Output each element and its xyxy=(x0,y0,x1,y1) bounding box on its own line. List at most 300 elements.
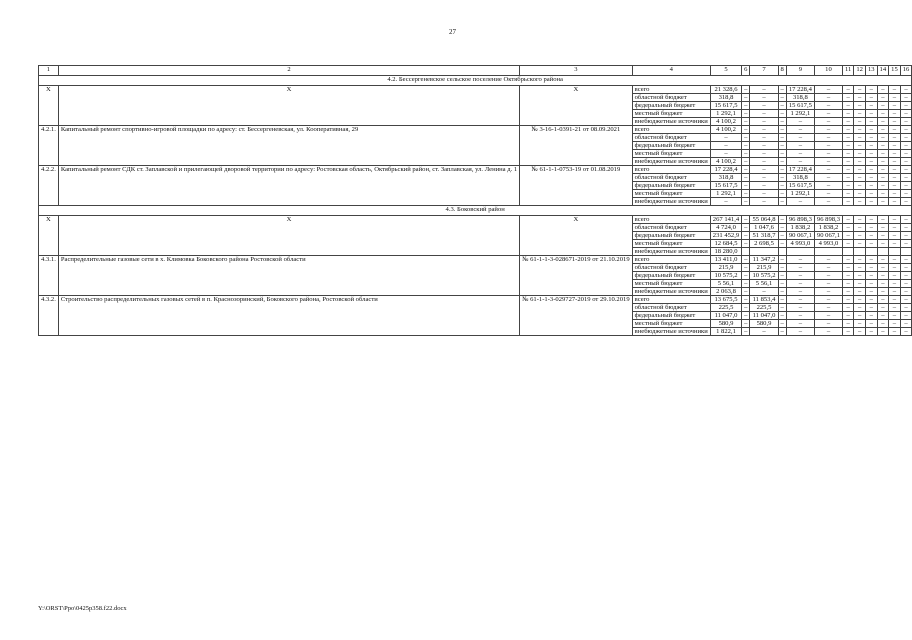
value-cell: – xyxy=(865,102,877,110)
funding-source: федеральный бюджет xyxy=(632,312,710,320)
funding-source: федеральный бюджет xyxy=(632,102,710,110)
value-cell: – xyxy=(854,328,866,336)
value-cell: – xyxy=(843,312,854,320)
value-cell: 318,8 xyxy=(786,174,814,182)
header-cell: 8 xyxy=(778,66,786,76)
value-cell: – xyxy=(877,102,889,110)
value-cell: 267 141,4 xyxy=(710,216,741,224)
section-title-row xyxy=(39,206,912,216)
funding-source: федеральный бюджет xyxy=(632,182,710,190)
value-cell: – xyxy=(877,126,889,134)
funding-source: местный бюджет xyxy=(632,280,710,288)
value-cell: – xyxy=(750,158,778,166)
header-cell: 15 xyxy=(889,66,901,76)
value-cell: – xyxy=(865,166,877,174)
value-cell: – xyxy=(877,150,889,158)
value-cell: – xyxy=(889,86,901,94)
value-cell xyxy=(889,248,901,256)
value-cell: – xyxy=(742,142,750,150)
value-cell: – xyxy=(900,328,912,336)
value-cell: – xyxy=(889,216,901,224)
value-cell: – xyxy=(877,304,889,312)
value-cell: – xyxy=(750,150,778,158)
value-cell: 318,8 xyxy=(710,94,741,102)
value-cell: – xyxy=(814,102,842,110)
value-cell: 1 822,1 xyxy=(710,328,741,336)
value-cell: 580,9 xyxy=(710,320,741,328)
value-cell: – xyxy=(742,198,750,206)
item-description: Х xyxy=(58,216,519,256)
value-cell xyxy=(877,248,889,256)
value-cell: 4 100,2 xyxy=(710,118,741,126)
value-cell: – xyxy=(854,118,866,126)
item-document: № 61-1-1-3-029727-2019 от 29.10.2019 xyxy=(520,296,632,336)
value-cell: – xyxy=(742,256,750,264)
value-cell: – xyxy=(750,134,778,142)
value-cell: – xyxy=(889,142,901,150)
value-cell: 225,5 xyxy=(750,304,778,312)
value-cell: – xyxy=(889,182,901,190)
value-cell: 11 853,4 xyxy=(750,296,778,304)
funding-source: внебюджетные источники xyxy=(632,158,710,166)
value-cell xyxy=(814,248,842,256)
value-cell: 2 698,5 xyxy=(750,240,778,248)
item-number: 4.3.2. xyxy=(39,296,59,336)
funding-source: федеральный бюджет xyxy=(632,232,710,240)
value-cell: – xyxy=(786,272,814,280)
value-cell: 21 328,6 xyxy=(710,86,741,94)
section-title: 4.2. Бессергеневское сельское поселение Октябрьского района xyxy=(39,76,912,86)
funding-source: всего xyxy=(632,86,710,94)
value-cell: – xyxy=(843,304,854,312)
value-cell: – xyxy=(865,224,877,232)
value-cell: – xyxy=(854,320,866,328)
value-cell: – xyxy=(900,256,912,264)
value-cell: – xyxy=(843,142,854,150)
value-cell: 90 067,1 xyxy=(786,232,814,240)
value-cell: – xyxy=(877,256,889,264)
value-cell: – xyxy=(900,240,912,248)
value-cell: – xyxy=(877,312,889,320)
value-cell: – xyxy=(814,166,842,174)
value-cell: – xyxy=(889,126,901,134)
value-cell: 1 047,6 xyxy=(750,224,778,232)
header-cell: 13 xyxy=(865,66,877,76)
value-cell xyxy=(843,248,854,256)
value-cell: – xyxy=(865,158,877,166)
funding-source: внебюджетные источники xyxy=(632,118,710,126)
value-cell: – xyxy=(889,134,901,142)
value-cell: – xyxy=(750,118,778,126)
value-cell: 1 292,1 xyxy=(786,110,814,118)
value-cell: – xyxy=(854,174,866,182)
table-row xyxy=(39,86,912,94)
value-cell: – xyxy=(865,232,877,240)
value-cell: – xyxy=(865,296,877,304)
value-cell: – xyxy=(854,150,866,158)
value-cell: – xyxy=(889,272,901,280)
value-cell: – xyxy=(877,182,889,190)
value-cell: 15 617,5 xyxy=(710,102,741,110)
value-cell: – xyxy=(786,264,814,272)
value-cell: – xyxy=(843,240,854,248)
value-cell: 17 228,4 xyxy=(786,166,814,174)
value-cell: – xyxy=(865,312,877,320)
value-cell: – xyxy=(778,94,786,102)
item-document: № 61-1-1-3-028671-2019 от 21.10.2019 xyxy=(520,256,632,296)
value-cell: – xyxy=(786,126,814,134)
value-cell: – xyxy=(814,126,842,134)
value-cell: – xyxy=(786,142,814,150)
value-cell: – xyxy=(889,280,901,288)
value-cell: – xyxy=(843,198,854,206)
funding-source: внебюджетные источники xyxy=(632,328,710,336)
item-number: Х xyxy=(39,216,59,256)
value-cell: 231 452,9 xyxy=(710,232,741,240)
value-cell: – xyxy=(877,86,889,94)
funding-source: внебюджетные источники xyxy=(632,248,710,256)
value-cell: 318,8 xyxy=(710,174,741,182)
item-number: 4.2.2. xyxy=(39,166,59,206)
value-cell: – xyxy=(814,118,842,126)
header-cell: 11 xyxy=(843,66,854,76)
header-cell: 7 xyxy=(750,66,778,76)
value-cell: – xyxy=(900,126,912,134)
value-cell: – xyxy=(877,224,889,232)
value-cell: – xyxy=(854,182,866,190)
value-cell: – xyxy=(889,264,901,272)
value-cell: – xyxy=(742,240,750,248)
value-cell: – xyxy=(778,174,786,182)
value-cell: – xyxy=(889,94,901,102)
value-cell: – xyxy=(778,134,786,142)
value-cell: – xyxy=(889,296,901,304)
value-cell: – xyxy=(814,150,842,158)
value-cell: – xyxy=(865,126,877,134)
value-cell: – xyxy=(742,304,750,312)
value-cell: – xyxy=(889,240,901,248)
value-cell: – xyxy=(865,304,877,312)
item-description: Строительство распределительных газовых сетей в п. Краснозоринский, Боковского района, Ростовской области xyxy=(58,296,519,336)
funding-source: всего xyxy=(632,296,710,304)
value-cell: – xyxy=(778,126,786,134)
value-cell: – xyxy=(854,110,866,118)
value-cell: – xyxy=(814,142,842,150)
item-document: № 3-16-1-0391-21 от 08.09.2021 xyxy=(520,126,632,166)
value-cell: – xyxy=(843,232,854,240)
value-cell: – xyxy=(889,198,901,206)
value-cell xyxy=(786,248,814,256)
value-cell: – xyxy=(843,288,854,296)
value-cell: – xyxy=(854,198,866,206)
value-cell: 51 318,7 xyxy=(750,232,778,240)
header-cell: 6 xyxy=(742,66,750,76)
value-cell: – xyxy=(900,158,912,166)
value-cell: – xyxy=(843,166,854,174)
value-cell: – xyxy=(865,118,877,126)
value-cell: – xyxy=(854,280,866,288)
value-cell: – xyxy=(865,198,877,206)
value-cell: – xyxy=(889,110,901,118)
value-cell: – xyxy=(865,240,877,248)
file-path-footer: Y:\ORST\Ppo\0425p358.f22.docx xyxy=(38,605,127,612)
value-cell: 215,9 xyxy=(750,264,778,272)
value-cell: – xyxy=(742,110,750,118)
value-cell: – xyxy=(843,150,854,158)
value-cell: – xyxy=(843,190,854,198)
value-cell: – xyxy=(750,288,778,296)
value-cell: – xyxy=(889,224,901,232)
value-cell: – xyxy=(778,272,786,280)
value-cell: – xyxy=(865,216,877,224)
value-cell: – xyxy=(814,190,842,198)
value-cell: – xyxy=(778,304,786,312)
value-cell: – xyxy=(900,264,912,272)
header-cell: 1 xyxy=(39,66,59,76)
value-cell: – xyxy=(843,328,854,336)
value-cell: – xyxy=(742,296,750,304)
value-cell: – xyxy=(778,86,786,94)
value-cell: – xyxy=(854,264,866,272)
value-cell: – xyxy=(843,94,854,102)
value-cell: – xyxy=(877,296,889,304)
value-cell: 4 100,2 xyxy=(710,158,741,166)
value-cell: – xyxy=(814,320,842,328)
value-cell: – xyxy=(742,150,750,158)
item-number: 4.2.1. xyxy=(39,126,59,166)
value-cell: 96 898,3 xyxy=(814,216,842,224)
value-cell: – xyxy=(843,182,854,190)
value-cell xyxy=(865,248,877,256)
funding-source: областной бюджет xyxy=(632,304,710,312)
value-cell: – xyxy=(854,158,866,166)
value-cell: – xyxy=(778,328,786,336)
value-cell: – xyxy=(877,272,889,280)
section-title-row xyxy=(39,76,912,86)
value-cell: 5 56,1 xyxy=(750,280,778,288)
value-cell: – xyxy=(900,232,912,240)
value-cell: 55 064,8 xyxy=(750,216,778,224)
value-cell: – xyxy=(778,110,786,118)
header-cell: 2 xyxy=(58,66,519,76)
value-cell: – xyxy=(786,312,814,320)
value-cell: – xyxy=(786,288,814,296)
value-cell: – xyxy=(854,304,866,312)
value-cell: – xyxy=(900,110,912,118)
value-cell: – xyxy=(889,320,901,328)
value-cell: – xyxy=(814,256,842,264)
value-cell: 1 292,1 xyxy=(710,190,741,198)
value-cell: – xyxy=(742,86,750,94)
value-cell: 12 684,5 xyxy=(710,240,741,248)
table-row xyxy=(39,126,912,134)
value-cell: 13 411,0 xyxy=(710,256,741,264)
value-cell: – xyxy=(877,328,889,336)
value-cell: – xyxy=(854,256,866,264)
value-cell: – xyxy=(877,142,889,150)
header-cell: 3 xyxy=(520,66,632,76)
value-cell: – xyxy=(814,94,842,102)
item-description: Капитальный ремонт спортивно-игровой площадки по адресу: ст. Бессергеневская, ул. Кооперативная, 29 xyxy=(58,126,519,166)
value-cell: – xyxy=(778,118,786,126)
value-cell: – xyxy=(865,272,877,280)
value-cell: – xyxy=(900,190,912,198)
value-cell: – xyxy=(843,256,854,264)
value-cell: – xyxy=(843,110,854,118)
value-cell: – xyxy=(742,102,750,110)
value-cell: – xyxy=(865,288,877,296)
value-cell: – xyxy=(877,264,889,272)
value-cell: – xyxy=(843,320,854,328)
value-cell: – xyxy=(778,312,786,320)
value-cell: – xyxy=(786,150,814,158)
value-cell: – xyxy=(778,240,786,248)
value-cell: 215,9 xyxy=(710,264,741,272)
value-cell: – xyxy=(742,94,750,102)
value-cell: – xyxy=(843,174,854,182)
value-cell xyxy=(750,248,778,256)
value-cell: 5 56,1 xyxy=(710,280,741,288)
value-cell: – xyxy=(814,182,842,190)
value-cell: – xyxy=(877,158,889,166)
value-cell: – xyxy=(900,142,912,150)
value-cell: – xyxy=(877,118,889,126)
funding-source: местный бюджет xyxy=(632,320,710,328)
value-cell: – xyxy=(900,272,912,280)
value-cell: – xyxy=(854,86,866,94)
value-cell: – xyxy=(750,86,778,94)
value-cell: – xyxy=(865,182,877,190)
value-cell: 1 292,1 xyxy=(710,110,741,118)
value-cell: – xyxy=(900,166,912,174)
value-cell: – xyxy=(742,224,750,232)
value-cell: – xyxy=(786,328,814,336)
value-cell: – xyxy=(889,328,901,336)
value-cell: 11 047,0 xyxy=(710,312,741,320)
value-cell: – xyxy=(865,320,877,328)
value-cell: 1 292,1 xyxy=(786,190,814,198)
value-cell: – xyxy=(742,320,750,328)
value-cell: – xyxy=(778,142,786,150)
value-cell: – xyxy=(843,224,854,232)
value-cell: – xyxy=(742,118,750,126)
value-cell: – xyxy=(814,288,842,296)
funding-source: федеральный бюджет xyxy=(632,142,710,150)
value-cell: – xyxy=(786,296,814,304)
value-cell: – xyxy=(778,320,786,328)
value-cell: – xyxy=(778,158,786,166)
funding-source: областной бюджет xyxy=(632,94,710,102)
value-cell: – xyxy=(900,304,912,312)
item-number: Х xyxy=(39,86,59,126)
value-cell: – xyxy=(854,288,866,296)
value-cell: – xyxy=(900,296,912,304)
value-cell: – xyxy=(710,198,741,206)
value-cell: – xyxy=(854,166,866,174)
value-cell: – xyxy=(865,328,877,336)
value-cell: – xyxy=(843,126,854,134)
table-row xyxy=(39,256,912,264)
value-cell: – xyxy=(786,158,814,166)
value-cell: – xyxy=(786,280,814,288)
value-cell: – xyxy=(742,288,750,296)
item-description: Х xyxy=(58,86,519,126)
value-cell: – xyxy=(814,312,842,320)
funding-source: всего xyxy=(632,166,710,174)
funding-source: федеральный бюджет xyxy=(632,272,710,280)
value-cell: 17 228,4 xyxy=(786,86,814,94)
value-cell: – xyxy=(865,174,877,182)
value-cell: – xyxy=(742,190,750,198)
value-cell: – xyxy=(778,216,786,224)
section-title: 4.3. Боковский район xyxy=(39,206,912,216)
table-row xyxy=(39,216,912,224)
value-cell: 4 100,2 xyxy=(710,126,741,134)
value-cell: – xyxy=(865,110,877,118)
value-cell: – xyxy=(889,174,901,182)
value-cell: – xyxy=(778,256,786,264)
value-cell: – xyxy=(814,280,842,288)
value-cell: – xyxy=(900,216,912,224)
value-cell: – xyxy=(877,216,889,224)
value-cell: – xyxy=(865,94,877,102)
value-cell: – xyxy=(900,86,912,94)
funding-source: всего xyxy=(632,126,710,134)
funding-source: внебюджетные источники xyxy=(632,288,710,296)
value-cell: – xyxy=(865,142,877,150)
funding-source: областной бюджет xyxy=(632,224,710,232)
value-cell: – xyxy=(814,264,842,272)
value-cell: – xyxy=(854,126,866,134)
budget-table xyxy=(38,65,912,336)
value-cell: – xyxy=(900,182,912,190)
value-cell: 11 047,0 xyxy=(750,312,778,320)
value-cell: – xyxy=(778,190,786,198)
value-cell: – xyxy=(865,134,877,142)
value-cell: – xyxy=(865,256,877,264)
value-cell: – xyxy=(900,118,912,126)
value-cell: – xyxy=(877,174,889,182)
value-cell: 4 724,0 xyxy=(710,224,741,232)
value-cell: – xyxy=(778,182,786,190)
value-cell: 225,5 xyxy=(710,304,741,312)
value-cell: – xyxy=(750,190,778,198)
value-cell: – xyxy=(750,102,778,110)
funding-source: местный бюджет xyxy=(632,240,710,248)
value-cell: – xyxy=(843,158,854,166)
value-cell: – xyxy=(786,304,814,312)
value-cell: – xyxy=(742,280,750,288)
value-cell: – xyxy=(854,216,866,224)
value-cell: – xyxy=(750,126,778,134)
value-cell: – xyxy=(854,312,866,320)
value-cell: – xyxy=(778,224,786,232)
value-cell: – xyxy=(814,110,842,118)
value-cell: – xyxy=(750,110,778,118)
value-cell: – xyxy=(843,264,854,272)
value-cell: – xyxy=(900,134,912,142)
value-cell: – xyxy=(889,312,901,320)
value-cell: – xyxy=(889,118,901,126)
value-cell: – xyxy=(843,280,854,288)
table-header-row xyxy=(39,66,912,76)
value-cell: – xyxy=(854,134,866,142)
value-cell: 318,8 xyxy=(786,94,814,102)
value-cell: – xyxy=(750,198,778,206)
value-cell: – xyxy=(843,216,854,224)
value-cell: – xyxy=(889,232,901,240)
value-cell: – xyxy=(710,134,741,142)
